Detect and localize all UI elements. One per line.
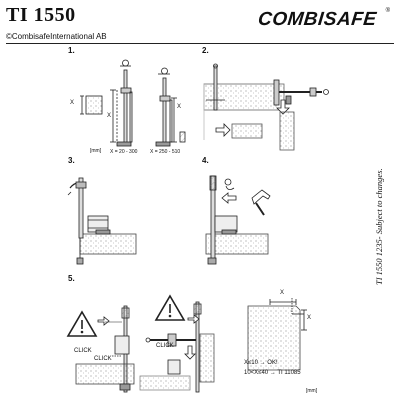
step-number-3: 3. <box>68 156 75 165</box>
dimension-x-label: X <box>107 113 112 119</box>
range-b-label: X = 250 - 510 <box>150 149 181 155</box>
dimension-x-label: X <box>70 100 75 106</box>
step-4-illustration <box>206 176 270 264</box>
hammer-icon <box>252 190 270 215</box>
registered-mark: ® <box>385 8 390 14</box>
rule-ok: X≤10 → OK! <box>244 360 278 366</box>
side-note: TI 1550 1235- Subject to changes. <box>374 168 384 285</box>
step-1-illustration <box>80 60 185 146</box>
click-label: CLICK <box>94 356 112 362</box>
range-a-label: X = 20 - 300 <box>110 149 138 155</box>
brand-logo: COMBISAFE <box>256 9 378 30</box>
copyright-notice: ©CombisafeInternational AB <box>6 32 107 41</box>
dimension-x-side: X <box>307 315 312 321</box>
click-label: CLICK <box>156 343 174 349</box>
rule-ti: 10<X≤40 → TI 11085 <box>244 370 301 376</box>
warning-triangle-icon <box>156 296 184 320</box>
step-3-illustration <box>68 178 136 264</box>
step-2-illustration <box>204 64 329 150</box>
unit-label: [mm] <box>306 388 318 394</box>
dimension-x-top: X <box>280 290 285 296</box>
click-label: CLICK <box>74 348 92 354</box>
step-number-1: 1. <box>68 46 75 55</box>
unit-label: [mm] <box>90 148 102 154</box>
warning-triangle-icon <box>68 312 96 336</box>
step-number-5: 5. <box>68 274 75 283</box>
document-code: TI 1550 <box>6 4 76 26</box>
step-number-4: 4. <box>202 156 209 165</box>
dimension-x-label: X <box>177 104 182 110</box>
step-number-2: 2. <box>202 46 209 55</box>
step-5-illustration <box>68 296 307 392</box>
